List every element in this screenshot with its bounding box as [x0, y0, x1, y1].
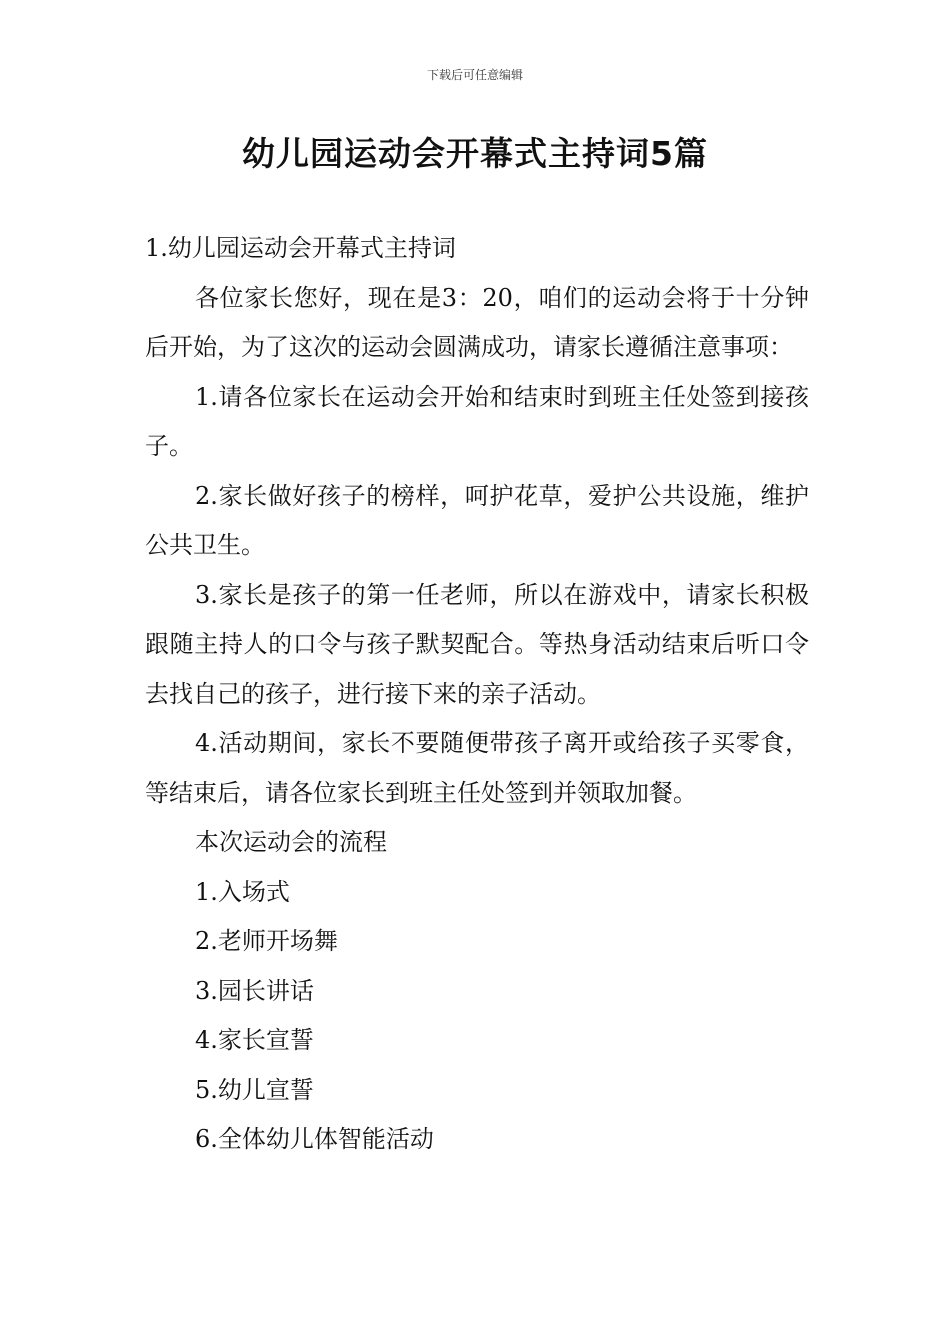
section-heading: 1.幼儿园运动会开幕式主持词 [145, 234, 456, 262]
page-header-note: 下载后可任意编辑 [426, 68, 523, 82]
schedule-heading: 本次运动会的流程 [195, 828, 387, 856]
schedule-item-4: 4.家长宣誓 [195, 1026, 314, 1054]
notice-item-1: 1.请各位家长在运动会开始和结束时到班主任处签到接孩子。 [145, 382, 809, 460]
schedule-item-5: 5.幼儿宣誓 [195, 1075, 314, 1104]
notice-item-4: 4.活动期间，家长不要随便带孩子离开或给孩子买零食，等结束后，请各位家长到班主任处签到并领取加餐。 [145, 729, 809, 807]
schedule-item-6: 6.全体幼儿体智能活动 [195, 1125, 434, 1153]
schedule-item-3: 3.园长讲话 [195, 976, 314, 1005]
intro-paragraph: 各位家长您好，现在是3：20，咱们的运动会将于十分钟后开始，为了这次的运动会圆满成功，请家长遵循注意事项： [145, 283, 809, 361]
schedule-item-2: 2.老师开场舞 [195, 927, 338, 955]
notice-item-2: 2.家长做好孩子的榜样，呵护花草，爱护公共设施，维护公共卫生。 [145, 481, 809, 559]
schedule-item-1: 1.入场式 [195, 877, 290, 906]
document-title: 幼儿园运动会开幕式主持词5篇 [242, 134, 708, 173]
notice-item-3: 3.家长是孩子的第一任老师，所以在游戏中，请家长积极跟随主持人的口令与孩子默契配合。等热身活动结束后听口令去找自己的孩子，进行接下来的亲子活动。 [145, 580, 809, 708]
document-body [145, 224, 809, 1165]
